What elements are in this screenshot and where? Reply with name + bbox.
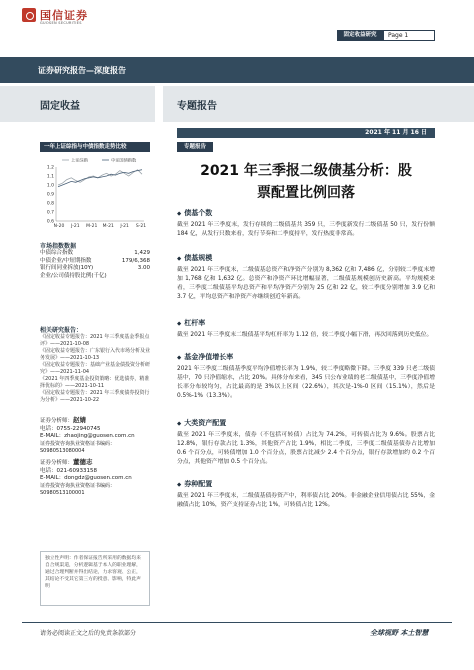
analyst-role: 证券分析师： — [40, 418, 74, 424]
analyst-name: 赵婧 — [73, 416, 87, 424]
report-title — [177, 160, 435, 204]
related-report-item[interactable]: 《固定收益专题报告：基础产业基金债投资分析研究》——2021-11-04 — [40, 362, 151, 375]
related-reports-list — [40, 334, 150, 404]
footer-slogan: 全球视野 本土智慧 — [370, 629, 429, 637]
index-row — [40, 250, 150, 258]
legend-label: 中证国债指数 — [111, 157, 137, 163]
analyst-cert: 证券投资咨询执业资格证书编码：S0980513100001 — [40, 482, 116, 496]
footer-divider — [22, 622, 452, 623]
report-type-label: 专题报告 — [177, 101, 217, 112]
related-report-item[interactable]: 《固定收益专题报告：广东银行入代市场分析及业务发展》——2021-10-13 — [40, 348, 151, 361]
brand-name: 国信证券 — [40, 9, 88, 22]
index-chart-svg — [40, 155, 150, 235]
x-tick-label: N-20 — [53, 224, 65, 229]
x-tick-label: J-21 — [120, 224, 129, 229]
independence-disclaimer: 独立性声明：作者保证报告所采用的数据均来自合规渠道，分析逻辑基于本人的职业理解，通过合理判断并得出结论，力求客观、公正，其结论不受其它第三方的授意、影响，特此声明 — [40, 551, 150, 606]
index-label: 中债企业/中短期指数 — [40, 257, 92, 264]
section-nav-growth — [177, 352, 435, 401]
y-tick-label: 0.7 — [46, 210, 54, 216]
analyst-email[interactable]: zhaojing@guosen.com.cn — [64, 433, 135, 439]
section-body: 截至 2021 年三季度末，二级债基债券资产中，利率债占比 20%。非金融企业信用债占比 55%，金融债占比 10%，资产支持证券占比 1%，可转债占比 12%。 — [177, 493, 435, 508]
section-asset-allocation — [177, 418, 435, 467]
index-data-title: 市场指数数据 — [40, 243, 77, 250]
x-tick-label: S-21 — [135, 224, 147, 229]
section-fund-scale — [177, 253, 435, 302]
section-heading: ◆ 基金净值增长率 — [177, 352, 435, 362]
index-label: 银行间同业拆放(10Y) — [40, 265, 94, 271]
y-tick-label: 0.6 — [46, 219, 54, 225]
x-tick-label: M-21 — [102, 224, 114, 229]
index-row — [40, 258, 150, 266]
brand-logo — [22, 8, 36, 22]
analyst-phone: 021-60933158 — [56, 467, 97, 474]
category-label: 固定收益 — [40, 101, 80, 112]
legend-label: 上证综指 — [71, 157, 88, 163]
section-heading: ◆ 券种配置 — [177, 479, 435, 489]
analyst-email[interactable]: dongdz@guosen.com.cn — [64, 475, 132, 481]
index-chart — [40, 155, 150, 235]
chart-title: 一年上证综指与中债指数走势比较 — [40, 142, 150, 152]
y-tick-label: 1.1 — [46, 174, 54, 180]
index-label: 中债综合指数 — [40, 250, 74, 256]
analyst-card: 证券分析师：董德志 电话：021-60933158 E-MAIL：dongdz@guosen.com.cn 证券投资咨询执业资格证书编码：S0980513100001 — [40, 459, 150, 497]
section-body: 截至 2021 年三季度末二级债基平均杠杆率为 1.12 倍，较二季度小幅下滑，再次回落到历史低位。 — [177, 332, 433, 338]
section-heading: ◆ 债基规模 — [177, 253, 435, 263]
page-number: Page 1 — [383, 30, 435, 41]
section-bond-count — [177, 208, 435, 239]
report-title-line: 2021 年三季报二级债基分析：股 — [200, 163, 412, 179]
y-tick-label: 0.9 — [46, 192, 54, 198]
x-tick-label: J-21 — [71, 224, 80, 229]
analyst-phone: 0755-22940745 — [56, 425, 101, 432]
section-bond-types — [177, 479, 435, 510]
section-heading: ◆ 债基个数 — [177, 208, 435, 218]
related-reports-title: 相关研究报告： — [40, 327, 83, 334]
index-value: 3.00 — [137, 265, 150, 271]
section-body: 2021 年三季度二级债基季度平均净值增长率为 1.9%，较二季度略微下降。三季度 339 只老二级债基中，70 只净值缩水，占比 20%。具体分布来看，345 只公布业绩的老二级债基中，三季度净值增长率分布较均匀，占比最高的是 3%以上区间（22.6%），其次是-1%-0 区间（15.1%），然后是 0.5%-1%（13.3%）。 — [177, 366, 435, 399]
section-heading: ◆ 大类资产配置 — [177, 418, 435, 428]
section-heading: ◆ 杠杆率 — [177, 318, 435, 328]
footer-disclaimer: 请务必阅读正文之后的免责条款部分 — [40, 630, 137, 637]
index-label: 企业/公司债持股比例(千亿) — [40, 272, 107, 279]
report-date: 2021 年 11 月 16 日 — [177, 128, 435, 138]
section-body: 截至 2021 年三季度末，二级债基总资产和净资产分别为 8,362 亿和 7,486 亿，分别较二季度末增加 1,768 亿和 1,632 亿。总资产和净资产环比增幅显著，二级债基规模创历史新高。平均规模来看，三季度二级债基平均总资产和平均净资产分别为 25 亿和 22 亿，较二季度分别增加 3.9 亿和 3.7 亿，平均总资产和净资产亦继续创近年新高。 — [177, 267, 435, 300]
index-value: 179/6,368 — [121, 257, 150, 264]
index-row — [40, 273, 150, 281]
related-report-item[interactable]: 《固定收益专题报告：2021 年三季度基金季报点评》——2021-10-08 — [40, 334, 150, 347]
analyst-name: 董德志 — [73, 458, 93, 466]
brand-name-en: GUOSEN SECURITIES — [40, 21, 82, 25]
report-tag: 固定收益研究 — [337, 30, 383, 41]
index-row — [40, 265, 150, 273]
analyst-cert: 证券投资咨询执业资格证书编码：S0980513080004 — [40, 440, 116, 454]
analyst-role: 证券分析师： — [40, 460, 74, 466]
analyst-card: 证券分析师：赵婧 电话：0755-22940745 E-MAIL：zhaojing@guosen.com.cn 证券投资咨询执业资格证书编码：S0980513080004 — [40, 417, 150, 455]
y-tick-label: 0.8 — [46, 201, 54, 207]
y-tick-label: 1.2 — [46, 165, 54, 171]
band-separator — [155, 86, 163, 122]
series-label: 证券研究报告—深度报告 — [38, 66, 126, 75]
section-body: 截至 2021 年三季度末，债券（不包括可转债）占比为 74.2%，可转债占比为 9.6%。股票占比 12.8%，银行存款占比 1.3%，其他资产占比 1.9%，相比二季度，三季度二级债基债券占比增加 0.6 个百分点，可转债增加 1.0 个百分点，股票占比减少 2.4 个百分点，银行存款增加约 0.2 个百分点，其他资产增加 0.5 个百分点。 — [177, 432, 435, 465]
related-report-item[interactable]: 《2021 年四季度基金投资策略：优选债券，精准择优标的》——2021-10-11 — [40, 376, 150, 389]
topic-tag: 专题报告 — [177, 142, 213, 152]
section-body: 截至 2021 年三季度末，发行存续的二级债基共 359 只，三季度新发行二级债基 50 只，发行份额 184 亿，从发行只数来看，发行节奏和二季度持平，发行热度非常高。 — [177, 222, 435, 237]
section-leverage — [177, 318, 435, 340]
y-tick-label: 1.0 — [46, 183, 54, 189]
report-title-line: 票配置比例回落 — [257, 185, 355, 201]
index-data-table — [40, 250, 150, 280]
index-value: 1,429 — [134, 250, 150, 256]
related-report-item[interactable]: 《固定收益专题报告：2021 年三季度债券投资行为分析》——2021-10-22 — [40, 390, 150, 403]
x-tick-label: M-21 — [86, 224, 98, 229]
